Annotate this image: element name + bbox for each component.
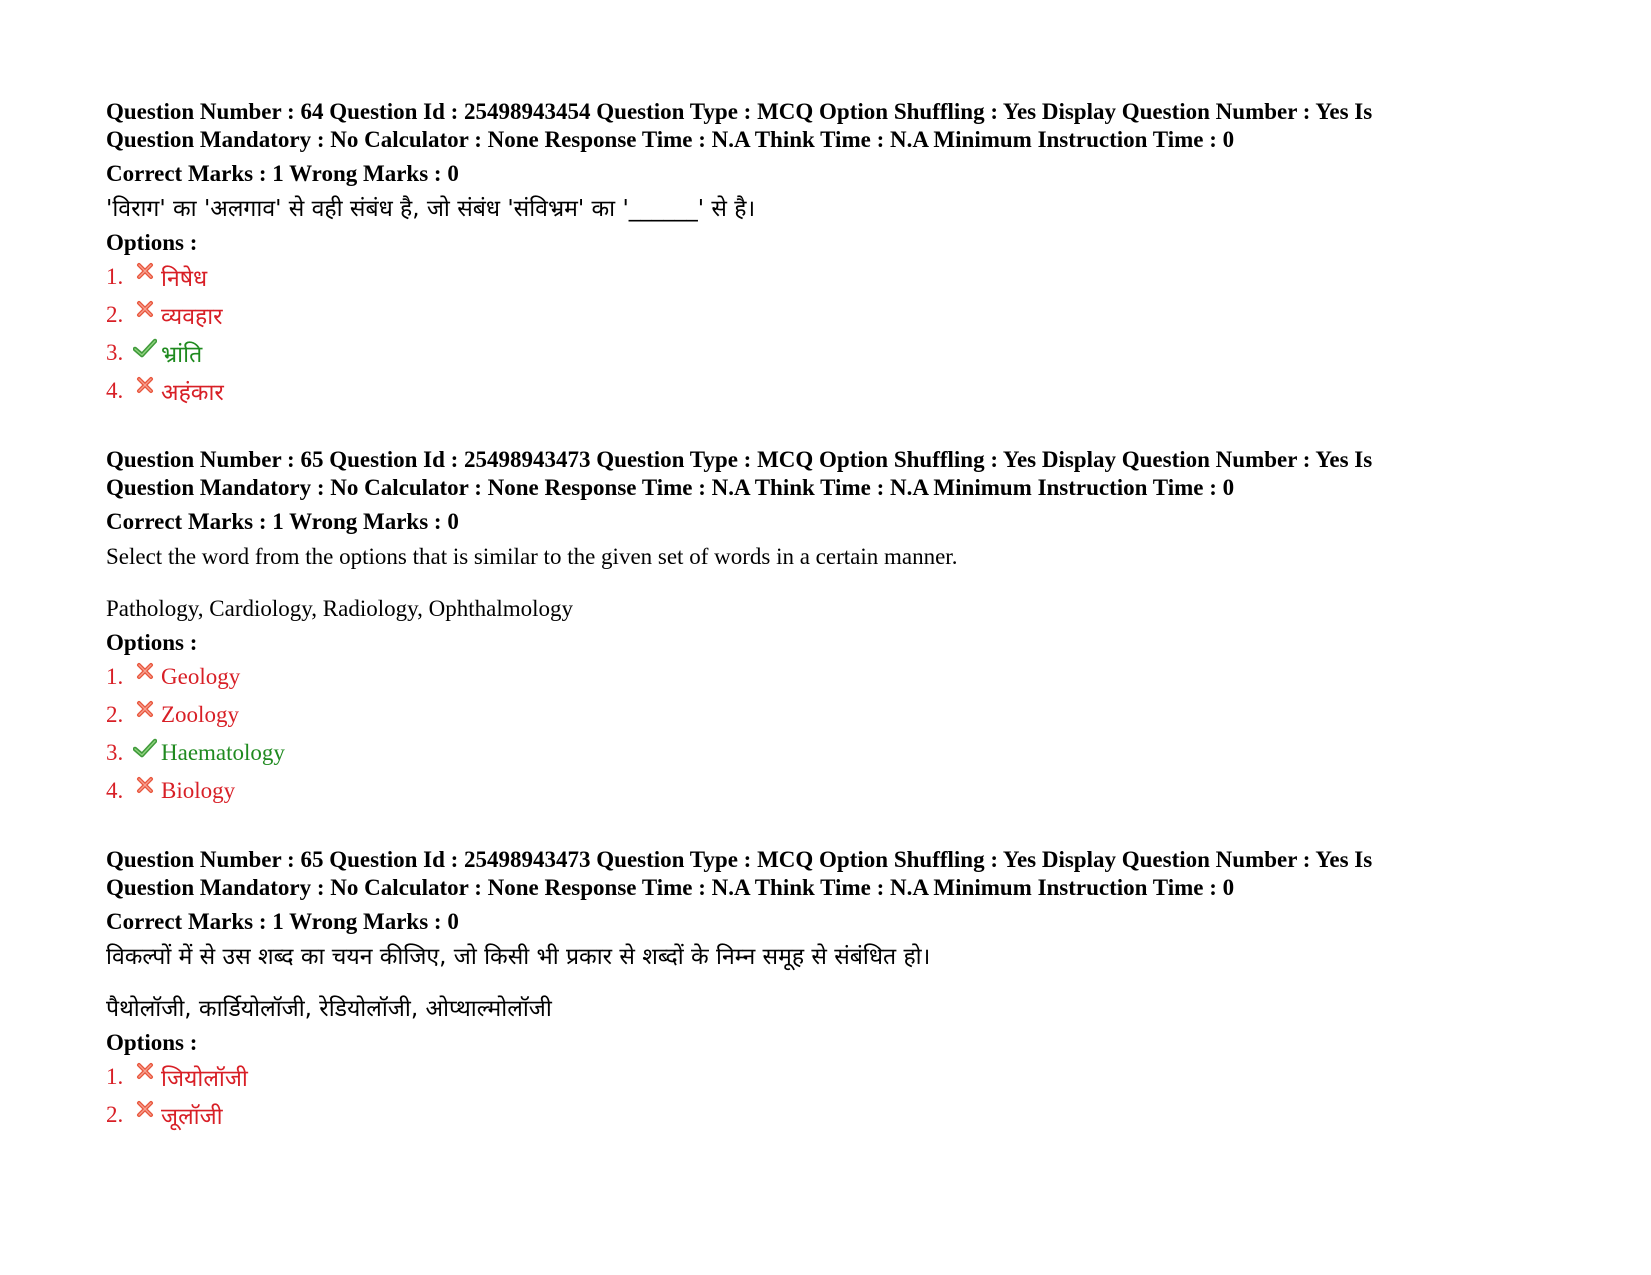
option-label: Haematology (161, 740, 285, 765)
marks-line: Correct Marks : 1 Wrong Marks : 0 (106, 509, 459, 534)
question-meta-line-2: Question Mandatory : No Calculator : None Response Time : N.A Think Time : N.A Minimum Instruction Time : 0 (106, 475, 1235, 500)
question-meta-line-2: Question Mandatory : No Calculator : None Response Time : N.A Think Time : N.A Minimum Instruction Time : 0 (106, 127, 1235, 152)
cross-icon (131, 662, 159, 692)
option-label: Zoology (161, 702, 239, 727)
option-number: 2. (106, 302, 124, 327)
question-text: Select the word from the options that is similar to the given set of words in a certain manner. (106, 544, 958, 569)
option-number: 1. (106, 1064, 124, 1089)
question-text: विकल्पों में से उस शब्द का चयन कीजिए, जो किसी भी प्रकार से शब्दों के निम्न समूह से संबंधित हो। (106, 944, 931, 970)
option-4 (106, 772, 1546, 810)
options-label: Options : (106, 230, 198, 255)
option-label: Geology (161, 664, 241, 689)
option-number: 2. (106, 702, 124, 727)
question-word-set: पैथोलॉजी, कार्डियोलॉजी, रेडियोलॉजी, ओप्थाल्मोलॉजी (106, 996, 552, 1022)
cross-icon (131, 376, 159, 406)
cross-icon (131, 300, 159, 330)
option-number: 1. (106, 264, 124, 289)
question-65-english (106, 446, 1546, 810)
option-label: निषेध (161, 266, 208, 292)
question-64 (106, 98, 1546, 410)
option-2 (106, 1096, 1546, 1134)
cross-icon (131, 1062, 159, 1092)
question-meta-line-2: Question Mandatory : No Calculator : None Response Time : N.A Think Time : N.A Minimum Instruction Time : 0 (106, 875, 1235, 900)
check-icon (131, 338, 159, 368)
question-paper (106, 98, 1546, 1170)
cross-icon (131, 262, 159, 292)
option-1 (106, 258, 1546, 296)
option-number: 4. (106, 778, 124, 803)
cross-icon (131, 776, 159, 806)
cross-icon (131, 1100, 159, 1130)
option-number: 1. (106, 664, 124, 689)
option-1 (106, 1058, 1546, 1096)
marks-line: Correct Marks : 1 Wrong Marks : 0 (106, 161, 459, 186)
option-number: 3. (106, 340, 124, 365)
cross-icon (131, 700, 159, 730)
question-meta-line-1: Question Number : 65 Question Id : 25498943473 Question Type : MCQ Option Shuffling : Yes Display Question Number : Yes Is (106, 447, 1373, 472)
check-icon (131, 738, 159, 768)
option-label: अहंकार (161, 380, 224, 406)
question-meta-line-1: Question Number : 65 Question Id : 25498943473 Question Type : MCQ Option Shuffling : Yes Display Question Number : Yes Is (106, 847, 1373, 872)
option-2 (106, 296, 1546, 334)
question-65-hindi (106, 846, 1546, 1134)
question-meta-line-1: Question Number : 64 Question Id : 25498943454 Question Type : MCQ Option Shuffling : Yes Display Question Number : Yes Is (106, 99, 1373, 124)
option-label: Biology (161, 778, 236, 803)
options-label: Options : (106, 1030, 198, 1055)
option-label: जूलॉजी (161, 1104, 223, 1130)
option-2 (106, 696, 1546, 734)
option-number: 4. (106, 378, 124, 403)
question-word-set: Pathology, Cardiology, Radiology, Ophthalmology (106, 596, 573, 621)
option-label: भ्रांति (161, 342, 203, 368)
option-label: जियोलॉजी (161, 1066, 248, 1092)
option-number: 2. (106, 1102, 124, 1127)
options-label: Options : (106, 630, 198, 655)
option-3 (106, 334, 1546, 372)
option-3 (106, 734, 1546, 772)
marks-line: Correct Marks : 1 Wrong Marks : 0 (106, 909, 459, 934)
option-label: व्यवहार (161, 304, 223, 330)
option-4 (106, 372, 1546, 410)
option-1 (106, 658, 1546, 696)
question-text: 'विराग' का 'अलगाव' से वही संबंध है, जो संबंध 'संविभ्रम' का '______' से है। (106, 196, 756, 222)
option-number: 3. (106, 740, 124, 765)
